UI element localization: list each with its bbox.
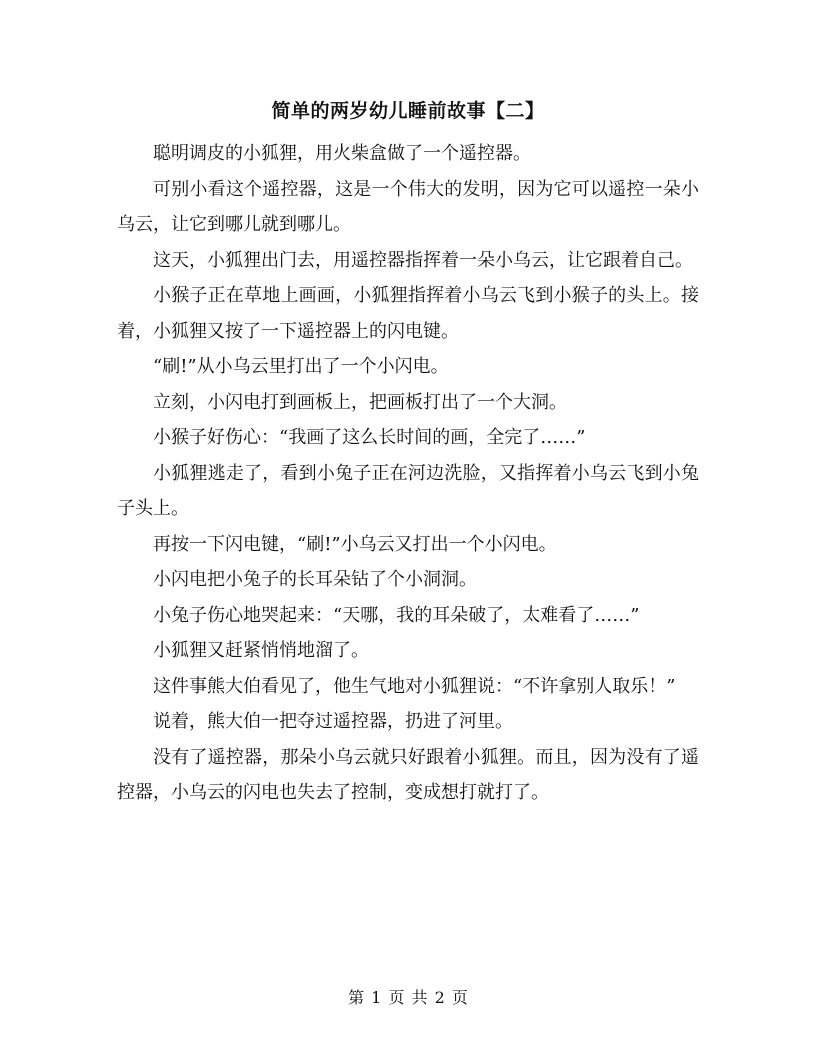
paragraph: 小狐狸又赶紧悄悄地溜了。 bbox=[153, 640, 369, 661]
paragraph: “刷!”从小乌云里打出了一个小闪电。 bbox=[153, 356, 449, 377]
paragraph: 聪明调皮的小狐狸，用火柴盒做了一个遥控器。 bbox=[153, 143, 531, 164]
paragraph: 小猴子正在草地上画画，小狐狸指挥着小乌云飞到小猴子的头上。接着，小狐狸又按了一下遥控器上的闪电键。 bbox=[117, 285, 699, 342]
paragraph: 再按一下闪电键，“刷!”小乌云又打出一个小闪电。 bbox=[153, 533, 557, 555]
paragraph: 小闪电把小兔子的长耳朵钻了个小洞洞。 bbox=[153, 569, 477, 590]
paragraph: 没有了遥控器，那朵小乌云就只好跟着小狐狸。而且，因为没有了遥控器，小乌云的闪电也失去了控制，变成想打就打了。 bbox=[117, 746, 699, 803]
page-title: 简单的两岁幼儿睡前故事【二】 bbox=[271, 100, 545, 122]
paragraph: 立刻，小闪电打到画板上，把画板打出了一个大洞。 bbox=[153, 391, 567, 413]
paragraph: 说着，熊大伯一把夺过遥控器，扔进了河里。 bbox=[153, 711, 513, 732]
story-body bbox=[117, 136, 699, 811]
paragraph: 小狐狸逃走了，看到小兔子正在河边洗脸，又指挥着小乌云飞到小兔子头上。 bbox=[117, 462, 699, 519]
paragraph: 这件事熊大伯看见了，他生气地对小狐狸说：“不许拿别人取乐！” bbox=[153, 675, 676, 697]
paragraph: 这天，小狐狸出门去，用遥控器指挥着一朵小乌云，让它跟着自己。 bbox=[153, 249, 693, 271]
paragraph: 小兔子伤心地哭起来：“天哪，我的耳朵破了，太难看了……” bbox=[153, 604, 640, 626]
paragraph: 小猴子好伤心：“我画了这么长时间的画，全完了……” bbox=[153, 427, 586, 448]
paragraph: 可别小看这个遥控器，这是一个伟大的发明，因为它可以遥控一朵小乌云，让它到哪儿就到哪儿。 bbox=[117, 178, 699, 235]
page-number-footer: 第 1 页 共 2 页 bbox=[348, 988, 468, 1007]
